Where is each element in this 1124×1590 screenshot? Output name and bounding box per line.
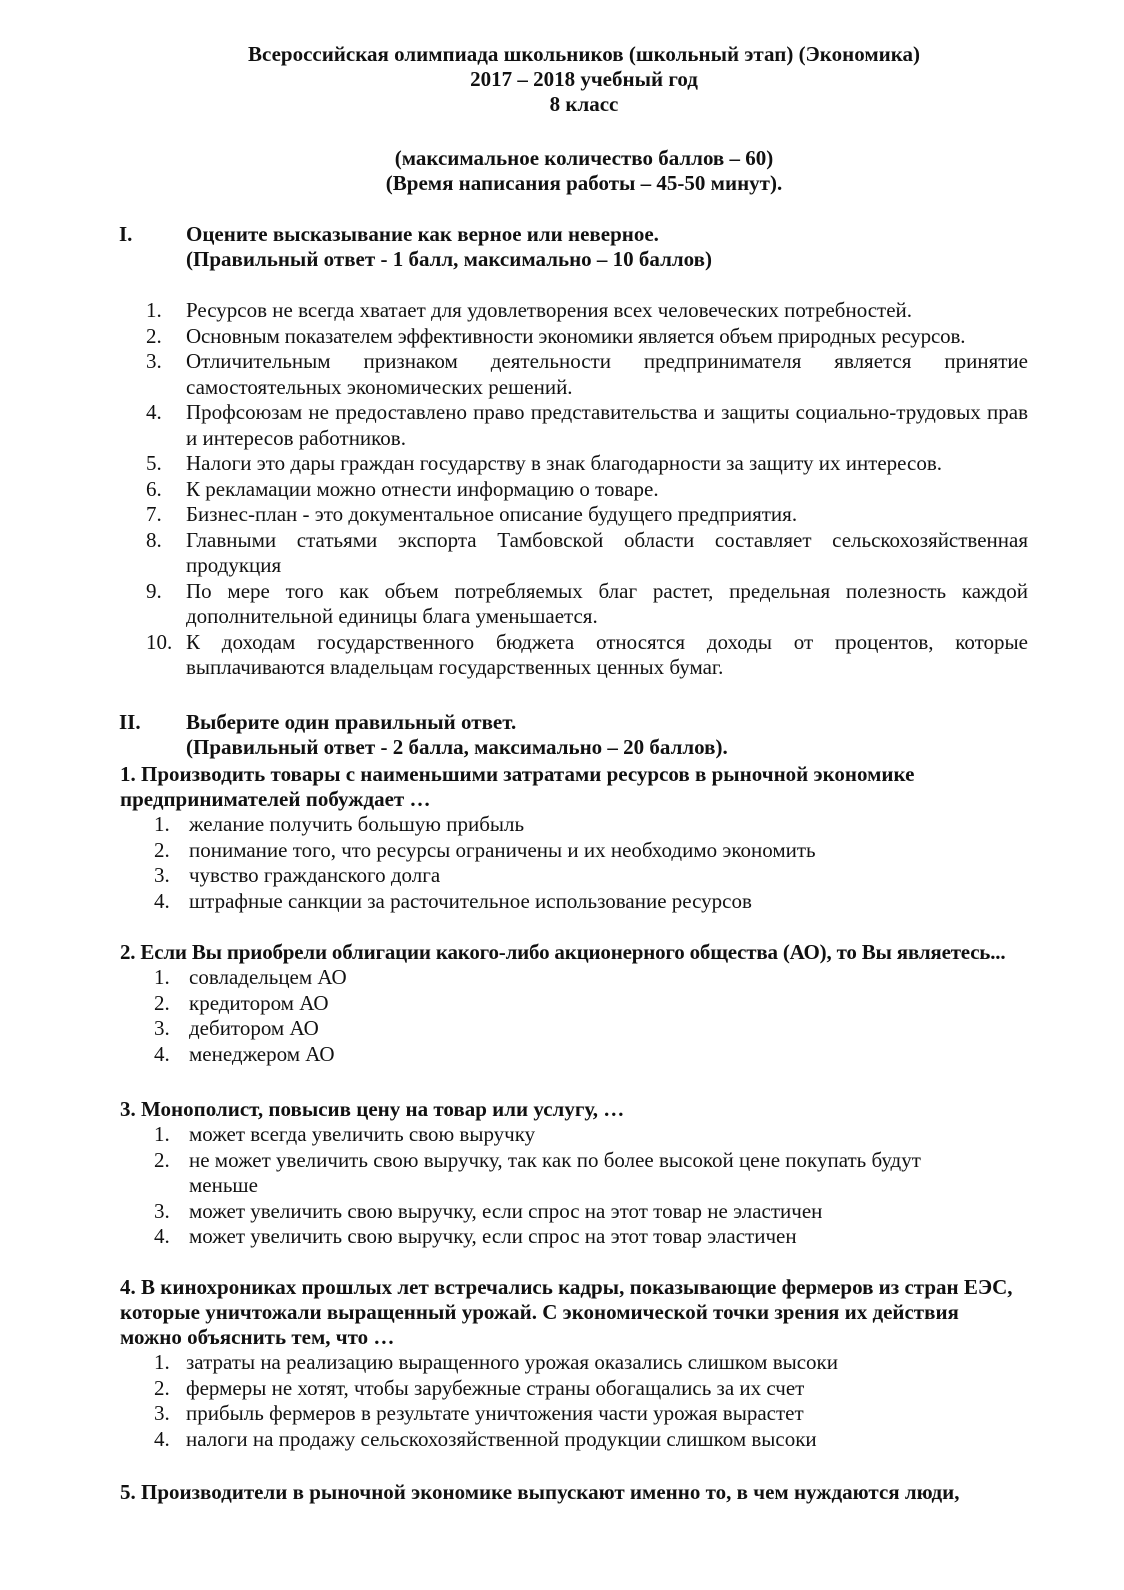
statement-text: Отличительным признаком деятельности предпринимателя является принятие самостоятельных экономических решений. [186,349,1028,399]
statement-number: 3. [146,349,162,373]
option-text: кредитором АО [189,990,329,1015]
statement-text: Ресурсов не всегда хватает для удовлетворения всех человеческих потребностей. [186,298,913,322]
option-number: 3. [154,1401,170,1425]
answer-option[interactable] [120,1199,1110,1225]
statement-item [0,324,1124,350]
answer-option[interactable] [120,1350,1110,1376]
option-text: фермеры не хотят, чтобы зарубежные страны обогащались за их счет [186,1375,805,1400]
statement-item [0,451,1124,477]
answer-options [120,1350,1110,1452]
statement-text: К доходам государственного бюджета относятся доходы от процентов, которые выплачиваются владельцам государственных ценных бумаг. [186,629,1028,679]
statement-item [0,400,1124,451]
statement-text: К рекламации можно отнести информацию о товаре. [186,476,659,501]
option-number: 2. [154,1375,170,1400]
statement-text: Налоги это дары граждан государству в знак благодарности за защиту их интересов. [186,451,943,475]
option-number: 4. [154,1426,170,1451]
question-title: 5. Производители в рыночной экономике выпускают именно то, в чем нуждаются люди, [120,1480,960,1504]
olympiad-title: Всероссийская олимпиада школьников (школьный этап) (Экономика) [247,42,921,66]
question-title: 2. Если Вы приобрели облигации какого-либо акционерного общества (АО), то Вы являетесь... [120,940,1006,964]
answer-option[interactable] [120,838,1110,864]
school-year: 2017 – 2018 учебный год [470,67,698,91]
option-text: дебитором АО [189,1016,319,1040]
max-points: (максимальное количество баллов – 60) [394,146,774,170]
section-1-title: Оцените высказывание как верное или неверное. [186,222,659,246]
option-text: может увеличить свою выручку, если спрос на этот товар эластичен [189,1224,797,1248]
statement-item [0,579,1124,630]
document-header [22,42,1124,117]
answer-options [120,965,1110,1067]
answer-option[interactable] [120,991,1110,1017]
statement-number: 5. [146,451,162,475]
option-text: не может увеличить свою выручку, так как по более высокой цене покупать будут меньше [189,1147,921,1197]
answer-option[interactable] [120,1427,1110,1453]
option-text: понимание того, что ресурсы ограничены и их необходимо экономить [189,837,816,862]
option-number: 1. [154,1122,170,1146]
answer-options [120,1122,1110,1250]
grade: 8 класс [549,92,619,116]
section-2-title: Выберите один правильный ответ. [186,710,517,734]
statement-text: Главными статьями экспорта Тамбовской области составляет сельскохозяйственная продукция [186,527,1028,577]
statement-number: 6. [146,476,162,501]
statement-item [0,528,1124,579]
option-number: 2. [154,1147,170,1172]
answer-option[interactable] [120,1122,1110,1148]
option-text: совладельцем АО [189,965,347,989]
option-text: желание получить большую прибыль [189,812,525,836]
option-number: 1. [154,1350,170,1374]
statement-number: 1. [146,298,162,322]
statement-number: 7. [146,502,162,526]
answer-option[interactable] [120,812,1110,838]
statement-item [0,477,1124,503]
option-text: прибыль фермеров в результате уничтожения части урожая вырастет [186,1401,804,1425]
section-2-scoring: (Правильный ответ - 2 балла, максимально – 20 баллов). [186,735,728,759]
answer-option[interactable] [120,1042,1110,1068]
question-title: 1. Производить товары с наименьшими затратами ресурсов в рыночной экономике предпринимателей побуждает … [120,762,915,811]
statement-text: Основным показателем эффективности экономики является объем природных ресурсов. [186,323,966,348]
statement-number: 2. [146,323,162,348]
option-text: может всегда увеличить свою выручку [189,1122,536,1146]
statement-item [0,630,1124,681]
statement-item [0,502,1124,528]
option-text: штрафные санкции за расточительное использование ресурсов [189,888,752,913]
option-number: 3. [154,1198,170,1223]
option-number: 4. [154,888,170,913]
option-number: 3. [154,1016,170,1040]
answer-option[interactable] [120,1376,1110,1402]
question-5 [120,1480,1110,1505]
option-number: 4. [154,1041,170,1066]
option-number: 3. [154,863,170,887]
question-1 [120,762,1110,914]
answer-option[interactable] [120,965,1110,991]
answer-option[interactable] [120,863,1110,889]
option-number: 1. [154,965,170,989]
option-number: 1. [154,812,170,836]
time-limit: (Время написания работы – 45-50 минут). [385,171,783,195]
answer-option[interactable] [120,1224,1110,1250]
statement-number: 4. [146,400,162,424]
question-3 [120,1097,1110,1250]
statement-number: 8. [146,527,162,552]
question-4 [120,1275,1110,1452]
statement-item [0,298,1124,324]
section-2-number: II. [119,710,141,734]
option-number: 2. [154,990,170,1015]
section-1-scoring: (Правильный ответ - 1 балл, максимально – 10 баллов) [186,247,712,271]
answer-option[interactable] [120,1401,1110,1427]
answer-option[interactable] [120,889,1110,915]
section-1-number: I. [119,222,133,246]
option-text: затраты на реализацию выращенного урожая оказались слишком высоки [186,1350,838,1374]
question-title: 4. В кинохрониках прошлых лет встречались кадры, показывающие фермеров из стран ЕЭС, которые уничтожали выращенный урожай. С экономической точки зрения их действия можно объяснить тем, что … [120,1275,1013,1349]
question-title: 3. Монополист, повысив цену на товар или услугу, … [120,1097,625,1121]
statement-text: Бизнес-план - это документальное описание будущего предприятия. [186,502,798,526]
exam-meta [22,146,1124,196]
option-text: менеджером АО [189,1041,335,1066]
statement-item [0,349,1124,400]
option-number: 4. [154,1224,170,1248]
option-text: налоги на продажу сельскохозяйственной продукции слишком высоки [186,1426,817,1451]
statement-list [0,298,1124,681]
statement-text: По мере того как объем потребляемых благ растет, предельная полезность каждой дополнительной единицы блага уменьшается. [186,578,1028,628]
option-number: 2. [154,837,170,862]
option-text: может увеличить свою выручку, если спрос на этот товар не эластичен [189,1198,823,1223]
statement-text: Профсоюзам не предоставлено право представительства и защиты социально-трудовых прав и интересов работников. [186,400,1028,450]
answer-option[interactable] [120,1148,1110,1199]
statement-number: 9. [146,578,162,603]
question-2 [120,940,1110,1067]
option-text: чувство гражданского долга [189,863,441,887]
answer-options [120,812,1110,914]
answer-option[interactable] [120,1016,1110,1042]
statement-number: 10. [146,629,173,654]
